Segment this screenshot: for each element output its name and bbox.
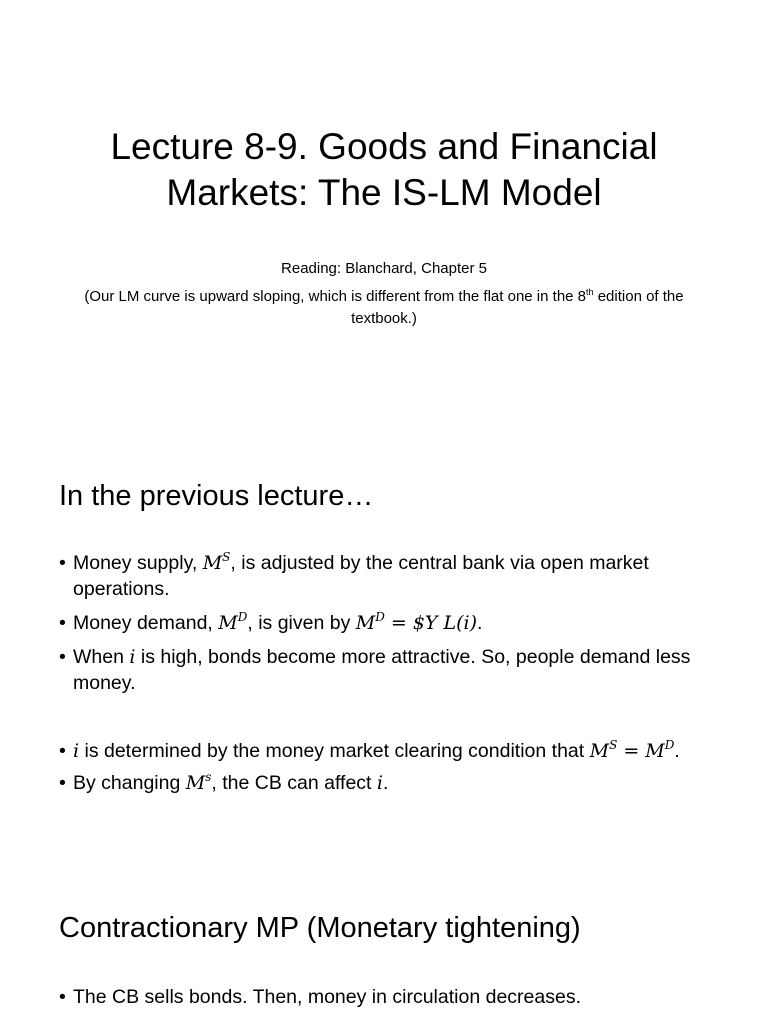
lecture-title-line-1: Lecture 8-9. Goods and Financial [110,126,658,167]
math-superscript: s [205,770,212,784]
math-superscript: D [664,738,675,752]
contractionary-mp-slide [0,870,768,1024]
bullet-text: By changing [73,772,186,794]
contractionary-heading: Contractionary MP (Monetary tightening) [59,912,581,944]
bullet-text: is high, bonds become more attractive. So, people demand less money. [73,646,691,694]
math-symbol: M [218,612,238,634]
recap-heading: In the previous lecture… [59,480,374,512]
bullet-money-demand [59,610,699,636]
bullet-text: is determined by the money market clearing condition that [79,740,590,762]
bullet-text: Money demand, [73,612,219,634]
title-slide [0,0,768,450]
bullet-text: , is given by [247,612,356,634]
math-symbol: M [185,772,206,794]
bullet-changing-supply [59,770,699,796]
contractionary-bullet-list [59,984,699,1010]
reading-reference: Reading: Blanchard, Chapter 5 [281,260,487,277]
math-symbol: M [589,740,610,762]
bullet-glyph: • [59,740,66,762]
bullet-glyph: • [59,552,66,574]
lecture-subtitle [80,258,688,330]
lecture-title-line-2: Markets: The IS-LM Model [166,172,602,213]
bullet-text: . [382,772,389,794]
math-interest-rate: i [129,646,136,668]
textbook-note [80,286,688,330]
bullet-text: . [477,612,483,634]
equation-rhs: = M [617,740,665,762]
money-demand-equation [356,612,477,634]
bullet-text: The CB sells bonds. Then, money in circulation decreases. [73,986,581,1008]
recap-slide [0,450,768,870]
math-money-demand [218,612,247,634]
bullet-text: Money supply, [73,552,203,574]
math-superscript: D [237,610,248,624]
math-superscript: S [609,738,618,752]
edition-ordinal-suffix: th [586,287,594,297]
bullet-text: , is adjusted by the central bank via open market operations. [73,552,649,600]
bullet-money-supply [59,550,699,602]
bullet-glyph: • [59,772,66,794]
lecture-title [40,124,728,216]
math-symbol: M [202,552,223,574]
market-clearing-equation [590,740,675,762]
textbook-note-part-3: edition of the textbook.) [351,288,684,327]
bullet-glyph: • [59,646,66,668]
math-money-supply [203,552,231,574]
math-symbol: M [355,612,376,634]
bullet-text: When [73,646,130,668]
textbook-note-part-2: the 8 [552,288,587,305]
bullet-cb-sells-bonds [59,984,699,1010]
equation-rhs: = $Y L(i) [384,612,478,634]
recap-bullet-list [59,550,699,696]
recap-bullet-list-2 [59,738,699,796]
math-superscript: D [375,610,385,624]
bullet-high-interest [59,644,699,696]
math-interest-rate: i [376,772,383,794]
math-superscript: S [222,550,231,564]
textbook-note-part-1: (Our LM curve is upward sloping, which is different from the flat one in [84,288,549,305]
bullet-text: , the CB can affect [211,772,377,794]
bullet-glyph: • [59,986,66,1008]
math-interest-rate: i [73,740,80,762]
cut-off-content-fragment [300,1020,430,1024]
bullet-market-clearing [59,738,699,764]
bullet-text: . [674,740,680,762]
math-money-supply [186,772,212,794]
bullet-glyph: • [59,612,66,634]
